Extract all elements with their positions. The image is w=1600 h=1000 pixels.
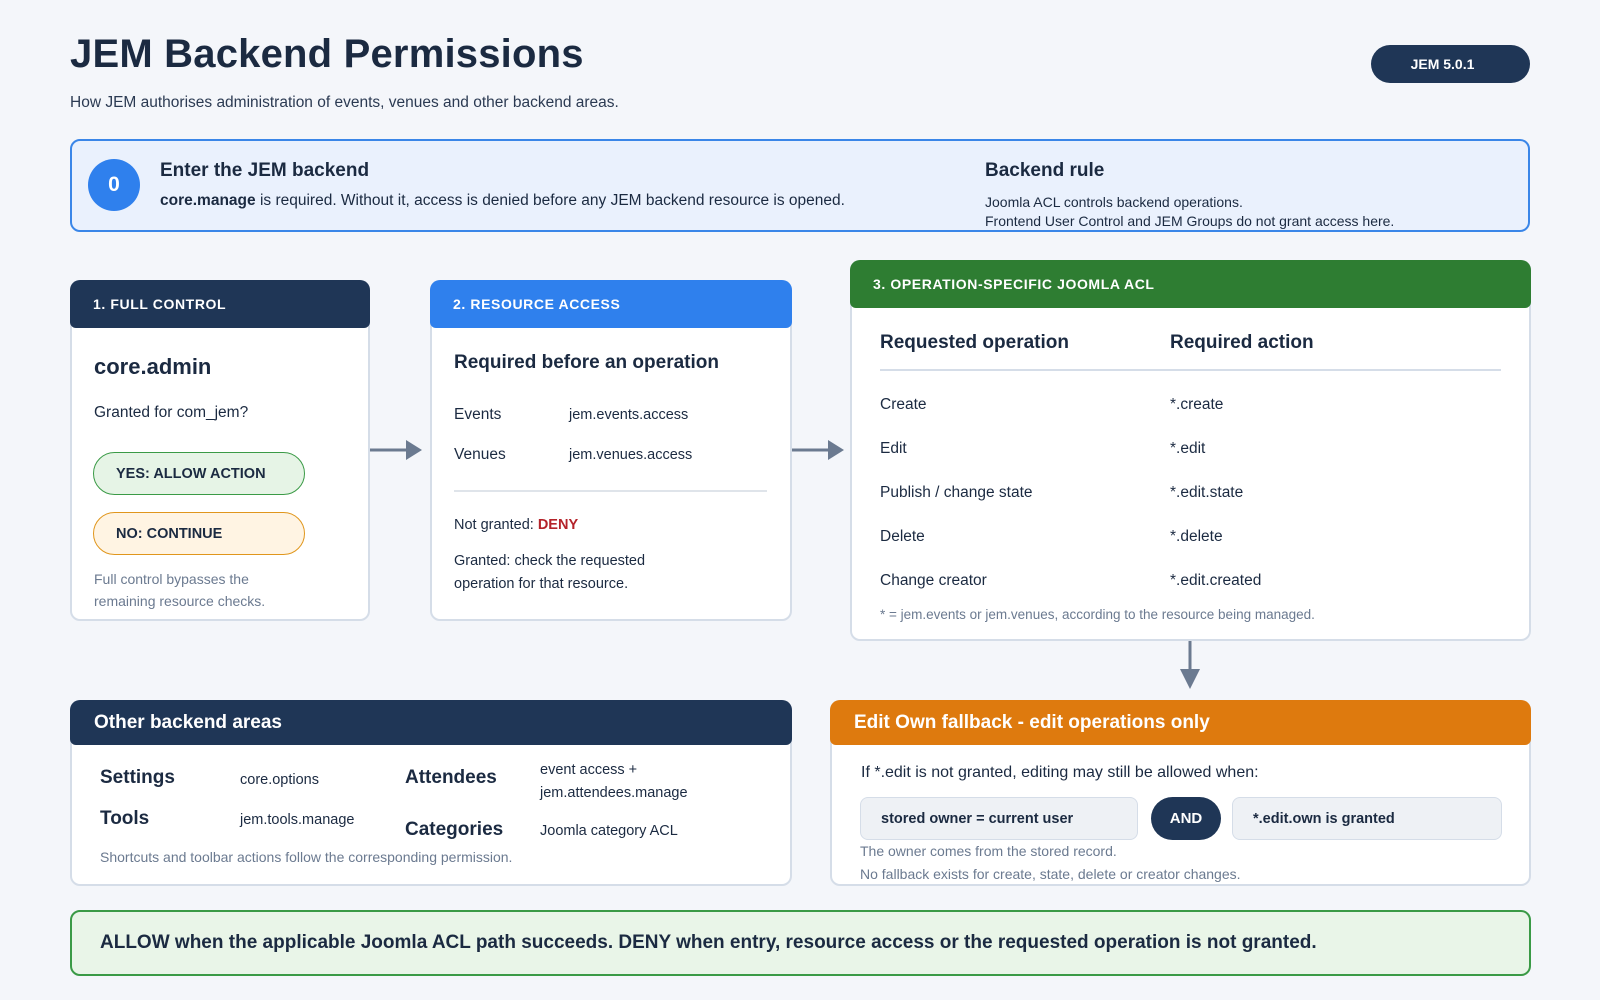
area-value-categories: Joomla category ACL xyxy=(540,823,678,839)
version-badge: JEM 5.0.1 xyxy=(1371,45,1530,83)
resource-label-venues: Venues xyxy=(454,446,506,463)
backend-rule-line: Joomla ACL controls backend operations. xyxy=(985,194,1243,210)
and-operator-pill: AND xyxy=(1151,797,1221,840)
operation-cell: Create xyxy=(880,396,927,413)
area-value-attendees: jem.attendees.manage xyxy=(540,785,688,801)
full-control-card xyxy=(70,280,370,621)
full-control-note: remaining resource checks. xyxy=(94,593,266,609)
area-label-categories: Categories xyxy=(405,819,504,840)
action-cell: *.edit xyxy=(1170,440,1206,457)
entry-title: Enter the JEM backend xyxy=(160,160,370,181)
full-control-question: Granted for com_jem? xyxy=(94,404,249,421)
edit-own-note: No fallback exists for create, state, delete or creator changes. xyxy=(860,866,1241,882)
action-cell: *.edit.created xyxy=(1170,572,1262,589)
entry-text xyxy=(160,192,845,210)
area-value-attendees: event access + xyxy=(540,762,638,778)
operation-cell: Change creator xyxy=(880,572,987,589)
other-areas-note: Shortcuts and toolbar actions follow the corresponding permission. xyxy=(100,849,513,865)
area-label-tools: Tools xyxy=(100,808,150,829)
column-header-operation: Requested operation xyxy=(880,332,1069,353)
resource-value-events: jem.events.access xyxy=(569,407,689,423)
operation-acl-header: 3. OPERATION-SPECIFIC JOOMLA ACL xyxy=(850,260,1531,308)
area-label-settings: Settings xyxy=(100,767,175,788)
owner-condition: stored owner = current user xyxy=(860,797,1138,840)
entry-permission: core.manage xyxy=(160,192,256,209)
page-title: JEM Backend Permissions xyxy=(70,32,584,76)
area-value-settings: core.options xyxy=(240,772,319,788)
full-control-permission: core.admin xyxy=(94,354,212,379)
summary-banner: ALLOW when the applicable Joomla ACL path succeeds. DENY when entry, resource access or the requested operation is not granted. xyxy=(70,910,1531,976)
resource-access-header: 2. RESOURCE ACCESS xyxy=(430,280,792,328)
divider xyxy=(880,369,1501,371)
full-control-header: 1. FULL CONTROL xyxy=(70,280,370,328)
down-arrow-icon xyxy=(1178,641,1202,693)
edit-own-condition: *.edit.own is granted xyxy=(1232,797,1502,840)
resource-label-events: Events xyxy=(454,406,502,423)
area-label-attendees: Attendees xyxy=(405,767,497,788)
edit-own-note: The owner comes from the stored record. xyxy=(860,843,1117,859)
column-header-action: Required action xyxy=(1170,332,1314,353)
not-granted-text xyxy=(454,517,578,533)
full-control-note: Full control bypasses the xyxy=(94,571,249,587)
edit-own-intro: If *.edit is not granted, editing may still be allowed when: xyxy=(861,764,1259,781)
entry-description: is required. Without it, access is denied before any JEM backend resource is opened. xyxy=(255,192,845,209)
granted-text: operation for that resource. xyxy=(454,576,629,592)
granted-text: Granted: check the requested xyxy=(454,553,646,569)
operation-note: * = jem.events or jem.venues, according to the resource being managed. xyxy=(880,607,1315,622)
action-cell: *.delete xyxy=(1170,528,1223,545)
edit-own-header: Edit Own fallback - edit operations only xyxy=(830,700,1531,745)
right-arrow-icon xyxy=(370,438,430,462)
divider xyxy=(454,490,767,492)
backend-rule-title: Backend rule xyxy=(985,160,1105,181)
step-zero-badge: 0 xyxy=(88,159,140,211)
no-continue-pill: NO: CONTINUE xyxy=(93,512,305,555)
not-granted-prefix: Not granted: xyxy=(454,517,538,533)
operation-cell: Delete xyxy=(880,528,925,545)
deny-label: DENY xyxy=(537,517,579,533)
other-areas-header: Other backend areas xyxy=(70,700,792,745)
action-cell: *.edit.state xyxy=(1170,484,1244,501)
right-arrow-icon xyxy=(792,438,852,462)
operation-cell: Publish / change state xyxy=(880,484,1033,501)
operation-cell: Edit xyxy=(880,440,907,457)
resource-value-venues: jem.venues.access xyxy=(569,447,693,463)
area-value-tools: jem.tools.manage xyxy=(240,812,355,828)
action-cell: *.create xyxy=(1170,396,1224,413)
backend-rule-line: Frontend User Control and JEM Groups do not grant access here. xyxy=(985,213,1395,229)
yes-allow-pill: YES: ALLOW ACTION xyxy=(93,452,305,495)
resource-access-title: Required before an operation xyxy=(454,352,719,373)
page-subtitle: How JEM authorises administration of events, venues and other backend areas. xyxy=(70,94,619,111)
